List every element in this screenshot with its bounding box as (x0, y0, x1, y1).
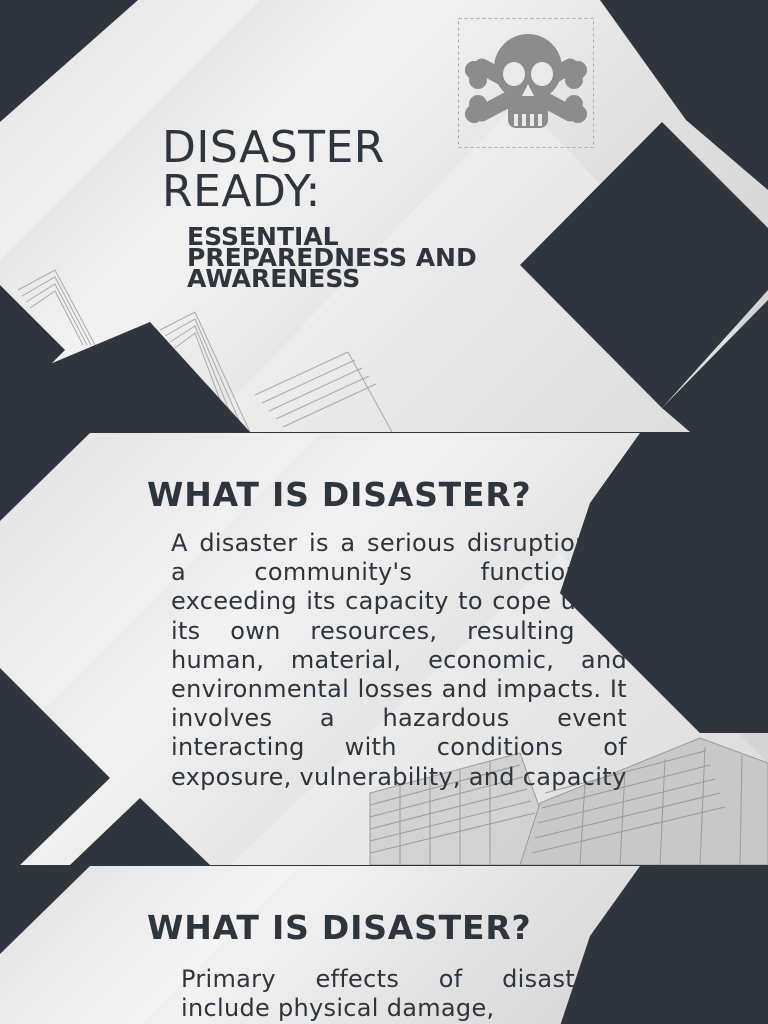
subtitle-line-3: AWARENESS (187, 264, 361, 293)
slide-background (0, 0, 768, 432)
definition-paragraph: A disaster is a serious disruption to a community's functioning, exceeding its capacity to cope using its own resources, resulting in human, material, economic, and environmental losses and impacts. It involves a hazardous event interacting with conditions of exposure, vulnerability, and capacity (171, 529, 627, 791)
title-line-1: DISASTER (162, 122, 385, 173)
slide-effects (0, 866, 768, 1024)
subtitle-line-1: ESSENTIAL (187, 222, 339, 251)
slide-definition (0, 433, 768, 865)
title-line-2: READY: (162, 166, 321, 217)
skull-crossbones-icon (458, 18, 594, 148)
section-heading: WHAT IS DISASTER? (147, 908, 532, 947)
section-heading: WHAT IS DISASTER? (147, 475, 532, 514)
slide-title (0, 0, 768, 432)
presentation-title (162, 122, 385, 217)
subtitle-line-2: PREPAREDNESS AND (187, 243, 477, 272)
presentation-subtitle (187, 222, 477, 293)
effects-paragraph: Primary effects of disasters include physical damage, (181, 965, 613, 1023)
